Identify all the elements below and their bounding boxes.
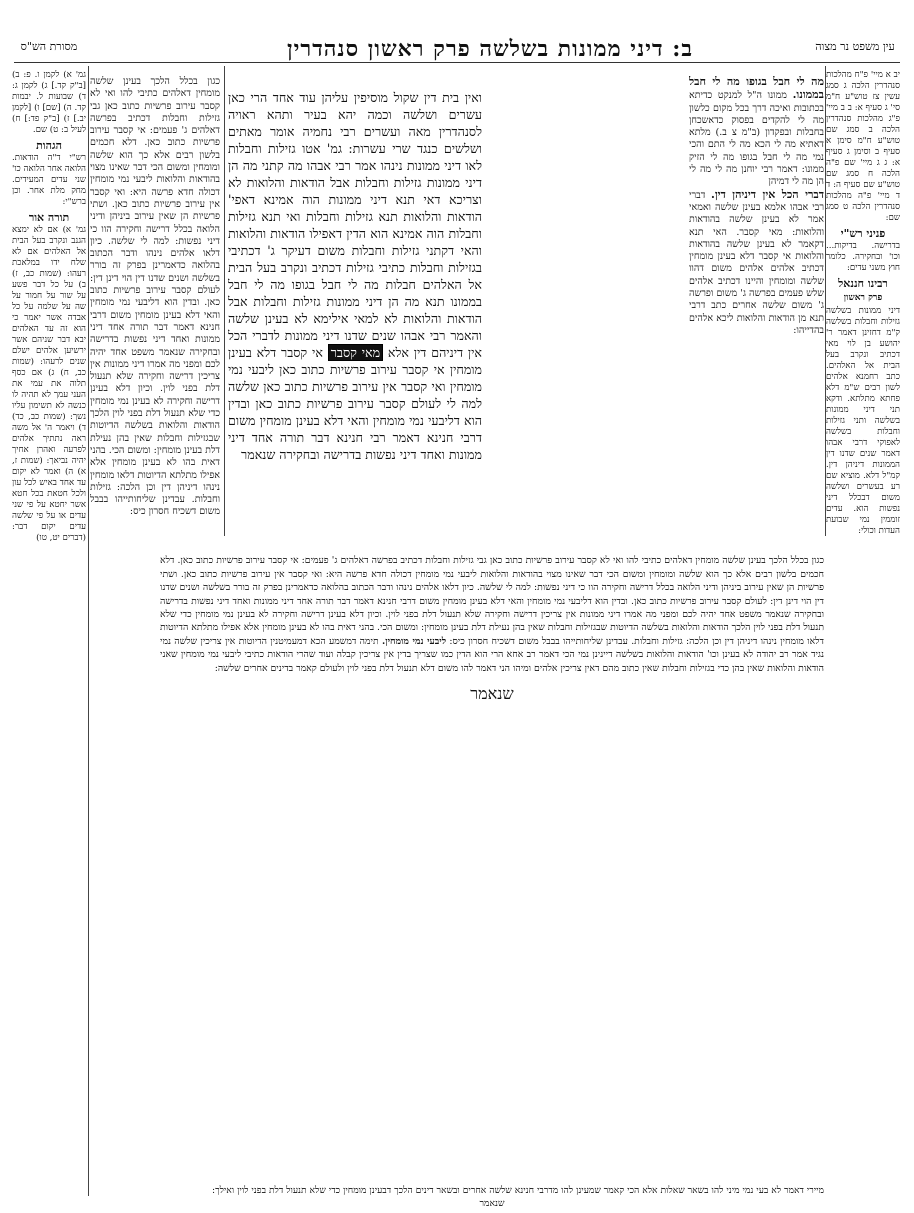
masoret-notes: גמ' א) לקמן ו. פ: ב) [ב"ק קד.] ג) לקמן ג: ד) שבועות ל. יבמות קד. ה) [שם] ו) [לקמן יב.] ז) [ב"ק פד:] ח) לעיל ב: ט) שם. bbox=[12, 70, 86, 135]
rabbeinu-chananel-text: דיני ממונות בשלשה גזילות וחבלות בשלשה ק"מ דחזינן דאמר ר' יהושע בן לוי מאי דכתיב ונקרב בעל הבית אל האלהים. כתב רחמנא אלהים לשון רבים ש"מ דלא פחתא מתלתא. ודקא תני דיני ממונות בשלשה ותני גזילות וחבלות בשלשה לאפוקי דרבי אבהו דאמר שנים שדנו דין הממונות דיניהן דין. קמ"ל דלא. מוציא שם רע בעשרים ושלשה משום דבכלל דיני נפשות הוא. עדים זוממין נמי שבועת העדות וכולי: bbox=[826, 306, 900, 536]
gemara-text-after: אי קסבר דלא בעינן מומחין אי קסבר עירוב פרשיות כתוב כאן ליבעי נמי מומחין ואי קסבר אין עירוב פרשיות כתוב כאן שלשה למה לי לעולם קסבר עירוב פרשיות כתוב כאן ובדין הוא דליבעי נמי מומחין והאי דלא בעינן מומחין משום דרבי חנינא דאמר רבי חנינא דבר תורה אחד דיני ממונות ואחד דיני נפשות בדרישה ובחקירה שנאמר bbox=[228, 344, 482, 462]
masoret-hashas-header: מסורת הש"ס bbox=[20, 40, 78, 53]
lower-commentary-tail: תימה דמשמע הכא דמעמיטנין הדיוטות אין צריכין שלשה נמי נגיד אמר רב יהודה לא בעינן וכו' הודאות והלואות בשלשה דיינינן נמי הכי דאמר רב אחא הרי הוא הדין כמו שצריך בדין אין צריכין קבלה ועוד שהרי הודאות כתיבי ליבעי נמי מומחין שאני הודאות והלואות שאין בהן כדי בגזילות וחבלות שאין כתוב מהם דאין צריכין אלהים ומיהו הני דאמר להו משום דלא תנעול דלת בפני לוין ולעולם קאמר בדינים אחרים שלשה: bbox=[160, 635, 824, 674]
rashi-column bbox=[689, 76, 824, 536]
left-column-divider bbox=[88, 66, 89, 1196]
lower-commentary-block bbox=[160, 545, 824, 1175]
tosafot-column bbox=[90, 76, 220, 541]
rashi-text-2: דברי רבי אבהו אלמא בעינן שלשה ואמאי אמר לא בעינן שלשה בהודאות והלואות: מאי קסבר. האי תנא דקאמר לא בעינן שלשה בהודאות והלואות אי קסבר דלא בעינן מומחין דכתיב אלהים אלהים משום דהוו שלשה ומומחין והיינו דכתיב אלהים שלש פעמים בפרשה ג' משום ופרשה ג' משום שלשה אחרים כתב דרבי תנא מן הודאות והלואות ליכא אלהים בהדייהו: bbox=[689, 189, 824, 336]
footer-end-word: שנאמר bbox=[479, 1198, 505, 1209]
ein-mishpat-text: יב א מיי' פ"ח מהלכות סנהדרין הלכה ג סמג עשין צז טוש"ע ח"מ סי' ג סעיף א: ב ב מיי' פ"ג מהלכות סנהדרין הלכה ב סמג שם טוש"ע ח"מ סימן א סעיף ב וסימן ג סעיף א: ג ג מיי' שם פ"ה הלכה ח סמג שם טוש"ע שם סעיף ה: ד ד מיי' פ"ה מהלכות סנהדרין הלכה ט סמג שם: bbox=[826, 70, 900, 223]
page-title: ב: דיני ממונות בשלשה פרק ראשון סנהדרין bbox=[287, 36, 693, 62]
lower-commentary-text: כגון בכלל הלכך בעינן שלשה מומחין דאלהים כתיבי להו ואי לא קסבר עירוב פרשיות כתוב כאן גבי גזילות וחבלות דכתיב בפרשה דאלהים ג' פעמים: אי קסבר עירוב פרשיות כתוב כאן. דלא חכמים בלשון רבים אלא כך הוא שלשה ומומחין ומשום הכי דבר שאינו מצוי בהודאות והלואות ליבעי נמי מומחין דכולה חדא פרשה היא: ואי קסבר אין עירוב פרשיות כתוב כאן. ושתי פרשיות הן שאין עירוב ביניהן ודיני הלואה בכלל דרישה וחקירה הוו כי דיני נפשות: למה לי שלשה. כיון דלאו אלהים נינהו ודבר הכתוב בהלואה כדאמרינן בפרק זה בורר בשלשה ושנים שדנו דין הוי דינן דין: לעולם קסבר עירוב פרשיות כתוב כאן. ובדין הוא דליבעי נמי מומחין והאי דלא בעינן מומחין משום דרבי חנינא דאמר דבר תורה אחד דיני ממונות ואחד דיני נפשות בדרישה ובחקירה שנאמר משפט אחד יהיה לכם ומפני מה אמרו דיני ממונות אין צריכין דרישה וחקירה שלא תנעול דלת בפני לוין. וכיון דלא בעינן דרישה וחקירה לא בעינן נמי מומחין כדי שלא תנעול דלת בפני לוין הלכך הודאות והלואות בשלשה הדיוטות שבגזילות וחבלות שאין בהן נעילת דלת בעינן מומחין: ומשום הכי. בהני דאית בהו לא בעינן מומחין אלא אפילו מתלתא הדיוטות דלאו מומחין נינהו דיניהן דין וכן הלכה: גזילות וחבלות. עבדינן שליחותייהו בבבל משום דשכיח חסרון כיס: bbox=[160, 555, 824, 647]
gemara-main-text bbox=[228, 76, 482, 546]
torah-or-heading: תורה אור bbox=[28, 211, 70, 224]
rashi-text: ממונו ה"ל למנקט כדיתא בכתובות ואיכה דרך בכל מקום כלשון מה לי להקדים בפסוק כדאשכחן בחבלות ובפקדון (ב"מ צ ב.) מלתא דאתיא מה לי הכא מה לי התם והכי נמי מה לי חבל בגופו מה לי הזיק ממונו: דאמר רבי יוחנן מה לי מה לי הן מה לי דמיהן bbox=[689, 90, 824, 188]
rabbeinu-chananel-subheading: פרק ראשון bbox=[843, 293, 883, 303]
pnei-rashi-heading: פניני רש"י bbox=[840, 227, 886, 240]
rashi-dibur-hamatchil: דברי הכל אין דיניהן דין. bbox=[711, 187, 824, 201]
tosafot-text: כגון בכלל הלכך בעינן שלשה מומחין דאלהים כתיבי להו ואי לא קסבר עירוב פרשיות כתוב כאן גבי גזילות וחבלות דכתיב בפרשה דאלהים ג' פעמים: אי קסבר עירוב פרשיות כתוב כאן. דלא חכמים בלשון רבים אלא כך הוא שלשה ומומחין ומשום הכי דבר שאינו מצוי בהודאות והלואות ליבעי נמי מומחין דכולה חדא פרשה היא: ואי קסבר אין עירוב פרשיות כתוב כאן. ושתי פרשיות הן שאין עירוב ביניהן ודיני הלואה בכלל דרישה וחקירה הוו כי דיני נפשות: למה לי שלשה. כיון דלאו אלהים נינהו ודבר הכתוב בהלואה כדאמרינן בפרק זה בורר בשלשה ושנים שדנו דין הוי דינן דין: לעולם קסבר עירוב פרשיות כתוב כאן. ובדין הוא דליבעי נמי מומחין והאי דלא בעינן מומחין משום דרבי חנינא דאמר דבר תורה אחד דיני ממונות ואחד דיני נפשות בדרישה ובחקירה שנאמר משפט אחד יהיה לכם ומפני מה אמרו דיני ממונות אין צריכין דרישה וחקירה שלא תנעול דלת בפני לוין. וכיון דלא בעינן דרישה וחקירה לא בעינן נמי מומחין כדי שלא תנעול דלת בפני לוין הלכך הודאות והלואות בשלשה הדיוטות שבגזילות וחבלות שאין בהן נעילת דלת בעינן מומחין: ומשום הכי. בהני דאית בהו לא בעינן מומחין אלא אפילו מתלתא הדיוטות דלאו מומחין נינהו דיניהן דין וכן הלכה: גזילות וחבלות. עבדינן שליחותייהו בבבל משום דשכיח חסרון כיס: bbox=[90, 76, 220, 518]
rashi-headword: מה לי חבל בגופו מה לי חבל בממונו. bbox=[689, 76, 824, 102]
torah-or-text: גמ' א) אם לא ימצא הגנב ונקרב בעל הבית אל האלהים אם לא שלח ידו במלאכת רעהו: (שמות כב, ז) ב) על כל דבר פשע על שור על חמור על שה על שלמה על כל אבדה אשר יאמר כי הוא זה עד האלהים יבא דבר שניהם אשר ירשיען אלהים ישלם שנים לרעהו: (שמות כב, ח) ג) אם כסף תלוה את עמי את העני עמך לא תהיה לו כנשה לא תשימון עליו נשך: (שמות כב, כד) ד) ויאמר ה' אל משה ראה נתתיך אלהים לפרעה ואהרן אחיך יהיה נביאך: (שמות ז, א) ה) ואמר לא יקום עד אחד באיש לכל עון ולכל חטאת בכל חטא אשר יחטא על פי שני עדים או על פי שלשה עדים יקום דבר: (דברים יט, טו) bbox=[12, 225, 86, 543]
hagahot-text: רש"י ד"ה הודאות. הלואה אחר הלואה כו' שני עדים המעידים. מחק מלת אחר. וכן ברש"י: bbox=[12, 153, 86, 207]
right-margin-column bbox=[826, 70, 900, 537]
gemara-text-before: ואין בית דין שקול מוסיפין עליהן עוד אחד הרי כאן עשרים ושלשה וכמה יהא בעיר ותהא ראויה לסנהדרין מאה ועשרים רבי נחמיה אומר מאתים ושלשים כנגד שרי עשרות: גמ' אטו גזילות וחבלות לאו דיני ממונות נינהו אמר רבי אבהו מה קתני מה הן דיני ממונות גזילות וחבלות אבל הודאות והלואות לא וצריכא דאי תנא דיני ממונות הוה אמינא דאפי' הודאות והלואות תנא גזילות וחבלות ואי תנא גזילות וחבלות הוה אמינא הוא הדין דאפילו הודאות והלואות והאי דקתני גזילות וחבלות משום דעיקר ג' דכתיבי בגזילות וחבלות כתיבי גזילות דכתיב ונקרב בעל הבית אל האלהים חבלות מה לי חבל בגופו מה לי חבל בממונו תנא מה הן דיני ממונות גזילות וחבלות אבל הודאות והלואות לא למאי אילימא לא בעינן שלשה והאמר רבי אבהו שנים שדנו דיני ממונות לדברי הכל אין דיניהם דין אלא bbox=[228, 89, 482, 360]
hagahot-heading: הגהות bbox=[36, 139, 62, 152]
footer-commentary-line bbox=[160, 1185, 824, 1209]
gemara-boxed-phrase: מאי קסבר bbox=[328, 344, 383, 361]
footer-commentary-text: מיירי דאמר לא בעי נמי מיני להו בשאר שאלות אלא הכי קאמר שמעינן להו מדרבי חנינא שלשה אחרים ובשאר דינים הלכך דבעינן מומחין כדי שלא תנעול דלת בפני לוין ואילך: bbox=[211, 1185, 824, 1196]
pnei-rashi-text: בדרישה. בדיקות... וכו' ובחקירה. כלומר חוץ משני עדים: bbox=[826, 241, 900, 273]
left-inner-divider bbox=[224, 66, 225, 536]
rabbeinu-chananel-heading: רבינו חננאל bbox=[838, 277, 888, 290]
ein-mishpat-header: עין משפט נר מצוה bbox=[815, 40, 895, 53]
lower-commentary-end-word: שנאמר bbox=[470, 684, 514, 704]
lower-commentary-headword: ליבעי נמי מומחין. bbox=[381, 635, 447, 647]
left-margin-column bbox=[12, 70, 86, 544]
right-column-divider bbox=[825, 66, 826, 536]
header-rule bbox=[14, 62, 900, 63]
